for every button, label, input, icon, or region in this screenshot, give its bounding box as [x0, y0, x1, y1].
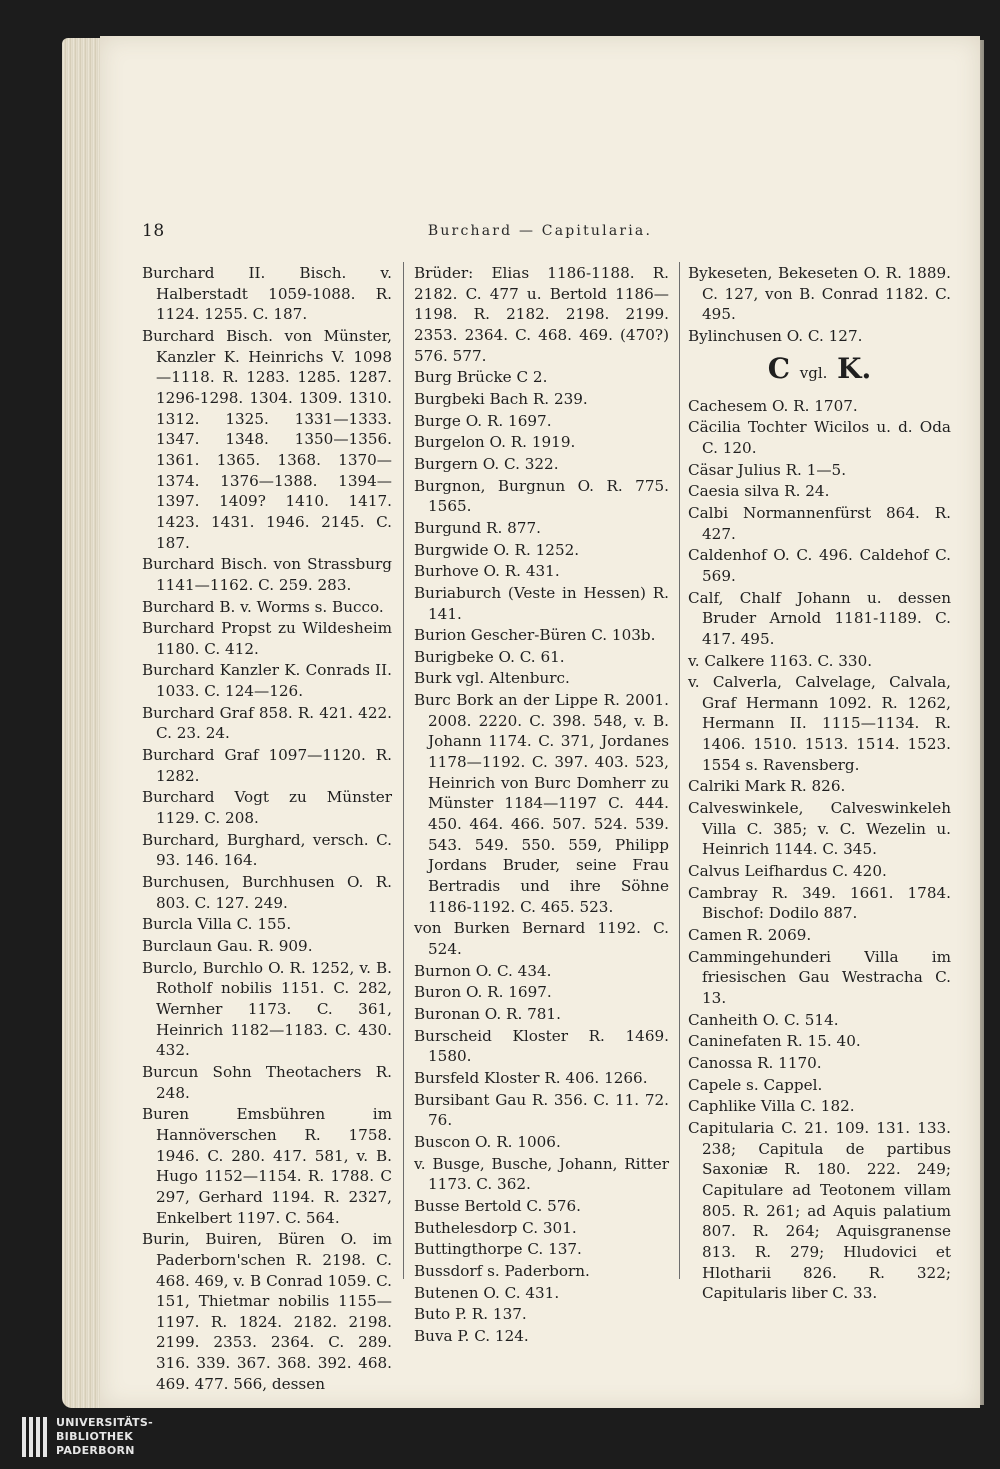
index-entry: Burchusen, Burchhusen O. R. 803. C. 127. 249.: [142, 873, 392, 912]
running-head: Burchard — Capitularia.: [427, 223, 653, 239]
index-entry: Buronan O. R. 781.: [414, 1004, 561, 1023]
index-entry: Caphlike Villa C. 182.: [688, 1097, 855, 1116]
index-entry: Burin, Buiren, Büren O. im Paderborn'schen R. 2198. C. 468. 469, v. B Conrad 1059. C. 151, Thietmar nobilis 1155—1197. R. 1824. 2182. 2198. 2199. 2353. 2364. C. 289. 316. 339. 367. 368. 392. 468. 469. 477. 566, dessen: [142, 1230, 392, 1393]
section-letter-k: K.: [837, 351, 872, 385]
index-entry: Burchard Graf 1097—1120. R. 1282.: [142, 746, 392, 785]
index-entry: Burhove O. R. 431.: [414, 562, 560, 581]
section-letter-c: C: [767, 351, 791, 385]
index-entry: Buthelesdorp C. 301.: [414, 1218, 577, 1237]
index-entry: Burchard II. Bisch. v. Halberstadt 1059-1088. R. 1124. 1255. C. 187.: [142, 264, 392, 324]
index-entry: Canossa R. 1170.: [688, 1053, 822, 1072]
library-logo-icon: [22, 1417, 48, 1457]
logo-line-3: PADERBORN: [56, 1444, 135, 1457]
index-entry: Burcla Villa C. 155.: [142, 915, 292, 934]
index-entry: Burchard Bisch. von Münster, Kanzler K. Heinrichs V. 1098—1118. R. 1283. 1285. 1287. 1296-1298. 1304. 1309. 1310. 1312. 1325. 1331—1333. 1347. 1348. 1350—1356. 1361. 1365. 1368. 1370—1374. 1376—1388. 1394—1397. 1409? 1410. 1417. 1423. 1431. 1946. 2145. C. 187.: [142, 326, 392, 552]
index-entry: Burcun Sohn Theotachers R. 248.: [142, 1062, 392, 1102]
index-entry: Caesia silva R. 24.: [688, 482, 830, 501]
index-entry: Burchard, Burghard, versch. C. 93. 146. 164.: [142, 830, 392, 870]
index-entry: Burigbeke O. C. 61.: [414, 647, 565, 666]
index-entry: Burchard Kanzler K. Conrads II. 1033. C. 124—126.: [142, 661, 392, 701]
column-divider: [403, 262, 404, 1279]
index-entry: Buriaburch (Veste in Hessen) R. 141.: [414, 583, 669, 623]
index-entry: Burscheid Kloster R. 1469. 1580.: [414, 1026, 669, 1066]
index-entry: Cäsar Julius R. 1—5.: [688, 460, 847, 479]
index-entry: Calf, Chalf Johann u. dessen Bruder Arnold 1181-1189. C. 417. 495.: [688, 588, 951, 648]
book-page: [100, 36, 980, 1408]
index-entry: von Burken Bernard 1192. C. 524.: [414, 919, 669, 958]
index-entry: Buscon O. R. 1006.: [414, 1132, 561, 1151]
index-entry: Burgwide O. R. 1252.: [414, 540, 580, 559]
index-entry: v. Calverla, Calvelage, Calvala, Graf Hermann 1092. R. 1262, Hermann II. 1115—1134. R. 1406. 1510. 1513. 1514. 1523. 1554 s. Ravensberg.: [688, 673, 951, 774]
index-entry: Buva P. C. 124.: [414, 1326, 529, 1345]
index-entry: Caninefaten R. 15. 40.: [688, 1032, 861, 1051]
logo-line-2: BIBLIOTHEK: [56, 1430, 134, 1443]
index-entry: Burgnon, Burgnun O. R. 775. 1565.: [414, 476, 669, 516]
index-entry: Burchard Propst zu Wildesheim 1180. C. 412.: [142, 619, 392, 658]
index-entry: Buren Emsbühren im Hannöverschen R. 1758. 1946. C. 280. 417. 581, v. B. Hugo 1152—1154. R. 1788. C 297, Gerhard 1194. R. 2327, Enkelbert 1197. C. 564.: [142, 1105, 392, 1227]
index-entry: Calriki Mark R. 826.: [688, 777, 846, 796]
index-entry: Burgelon O. R. 1919.: [414, 433, 576, 452]
index-entry: Bykeseten, Bekeseten O. R. 1889. C. 127, von B. Conrad 1182. C. 495.: [688, 264, 951, 324]
library-logo-text: [56, 1416, 153, 1458]
index-column-3: [688, 263, 951, 1305]
index-entry: Bussdorf s. Paderborn.: [414, 1261, 590, 1280]
index-column-2: [414, 263, 669, 1347]
index-entry: Burnon O. C. 434.: [414, 961, 552, 980]
index-entry: Buto P. R. 137.: [414, 1305, 527, 1324]
index-entry: Burgbeki Bach R. 239.: [414, 389, 588, 408]
index-entry: Burchard Bisch. von Strassburg 1141—1162. C. 259. 283.: [142, 555, 392, 594]
index-entry: Burclo, Burchlo O. R. 1252, v. B. Rotholf nobilis 1151. C. 282, Wernher 1173. C. 361, Heinrich 1182—1183. C. 430. 432.: [142, 958, 392, 1060]
index-entry: Cachesem O. R. 1707.: [688, 396, 858, 415]
index-entry: Burchard B. v. Worms s. Bucco.: [142, 597, 384, 616]
index-entry: Canheith O. C. 514.: [688, 1010, 839, 1029]
index-entry: Bursfeld Kloster R. 406. 1266.: [414, 1068, 648, 1087]
index-entry: Capitularia C. 21. 109. 131. 133. 238; Capitula de partibus Saxoniæ R. 180. 222. 249; Capitulare ad Teotonem villam 805. R. 261; ad Aquis palatium 807. R. 264; Aquisgranense 813. R. 279; Hludovici et Hlotharii 826. R. 322; Capitularis liber C. 33.: [688, 1118, 951, 1303]
index-entry: Burk vgl. Altenburc.: [414, 669, 570, 688]
column-divider: [679, 262, 680, 1279]
section-vgl: vgl.: [799, 363, 828, 382]
index-entry: Burge O. R. 1697.: [414, 411, 552, 430]
index-entry: Buron O. R. 1697.: [414, 983, 552, 1002]
library-logo: [22, 1415, 222, 1463]
index-entry: Bursibant Gau R. 356. C. 11. 72. 76.: [414, 1090, 669, 1130]
index-entry: Burc Bork an der Lippe R. 2001. 2008. 2220. C. 398. 548, v. B. Johann 1174. C. 371, Jordanes 1178—1192. C. 397. 403. 523, Heinrich von Burc Domherr zu Münster 1184—1197 C. 444. 450. 464. 466. 507. 524. 539. 543. 549. 550. 559, Philipp Jordans Bruder, seine Frau Bertradis und ihre Söhne 1186-1192. C. 465. 523.: [414, 691, 669, 916]
index-entry: Burchard Vogt zu Münster 1129. C. 208.: [142, 788, 392, 828]
index-entry: Capele s. Cappel.: [688, 1075, 823, 1094]
index-entry: Bylinchusen O. C. 127.: [688, 326, 863, 345]
section-heading-c-k: [688, 350, 951, 392]
index-entry: Burgund R. 877.: [414, 518, 541, 537]
index-entry: Brüder: Elias 1186-1188. R. 2182. C. 477 u. Bertold 1186—1198. R. 2182. 2198. 2199. 2353. 2364. C. 468. 469. (470?) 576. 577.: [414, 264, 669, 365]
page-header: [100, 221, 980, 245]
index-entry: Busse Bertold C. 576.: [414, 1196, 581, 1215]
index-entry: Cammingehunderi Villa im friesischen Gau Westracha C. 13.: [688, 947, 951, 1007]
index-column-1: [142, 263, 392, 1395]
index-entry: Caldenhof O. C. 496. Caldehof C. 569.: [688, 546, 951, 585]
index-entry: v. Busge, Busche, Johann, Ritter 1173. C. 362.: [414, 1154, 669, 1194]
index-entry: Burgern O. C. 322.: [414, 454, 559, 473]
index-entry: Cäcilia Tochter Wicilos u. d. Oda C. 120.: [688, 418, 951, 457]
index-entry: Cambray R. 349. 1661. 1784. Bischof: Dodilo 887.: [688, 883, 951, 923]
page-number: 18: [142, 221, 165, 241]
index-entry: Butenen O. C. 431.: [414, 1283, 560, 1302]
index-entry: Burclaun Gau. R. 909.: [142, 937, 313, 955]
index-entry: v. Calkere 1163. C. 330.: [688, 651, 873, 670]
index-entry: Calbi Normannenfürst 864. R. 427.: [688, 503, 951, 543]
index-entry: Calveswinkele, Calveswinkeleh Villa C. 385; v. C. Wezelin u. Heinrich 1144. C. 345.: [688, 799, 951, 859]
index-entry: Burion Gescher-Büren C. 103b.: [414, 626, 656, 645]
logo-line-1: UNIVERSITÄTS-: [56, 1416, 153, 1429]
index-entry: Camen R. 2069.: [688, 926, 812, 945]
index-entry: Burchard Graf 858. R. 421. 422. C. 23. 24.: [142, 703, 392, 743]
index-entry: Buttingthorpe C. 137.: [414, 1240, 582, 1259]
index-entry: Burg Brücke C 2.: [414, 368, 548, 387]
index-entry: Calvus Leifhardus C. 420.: [688, 862, 887, 881]
